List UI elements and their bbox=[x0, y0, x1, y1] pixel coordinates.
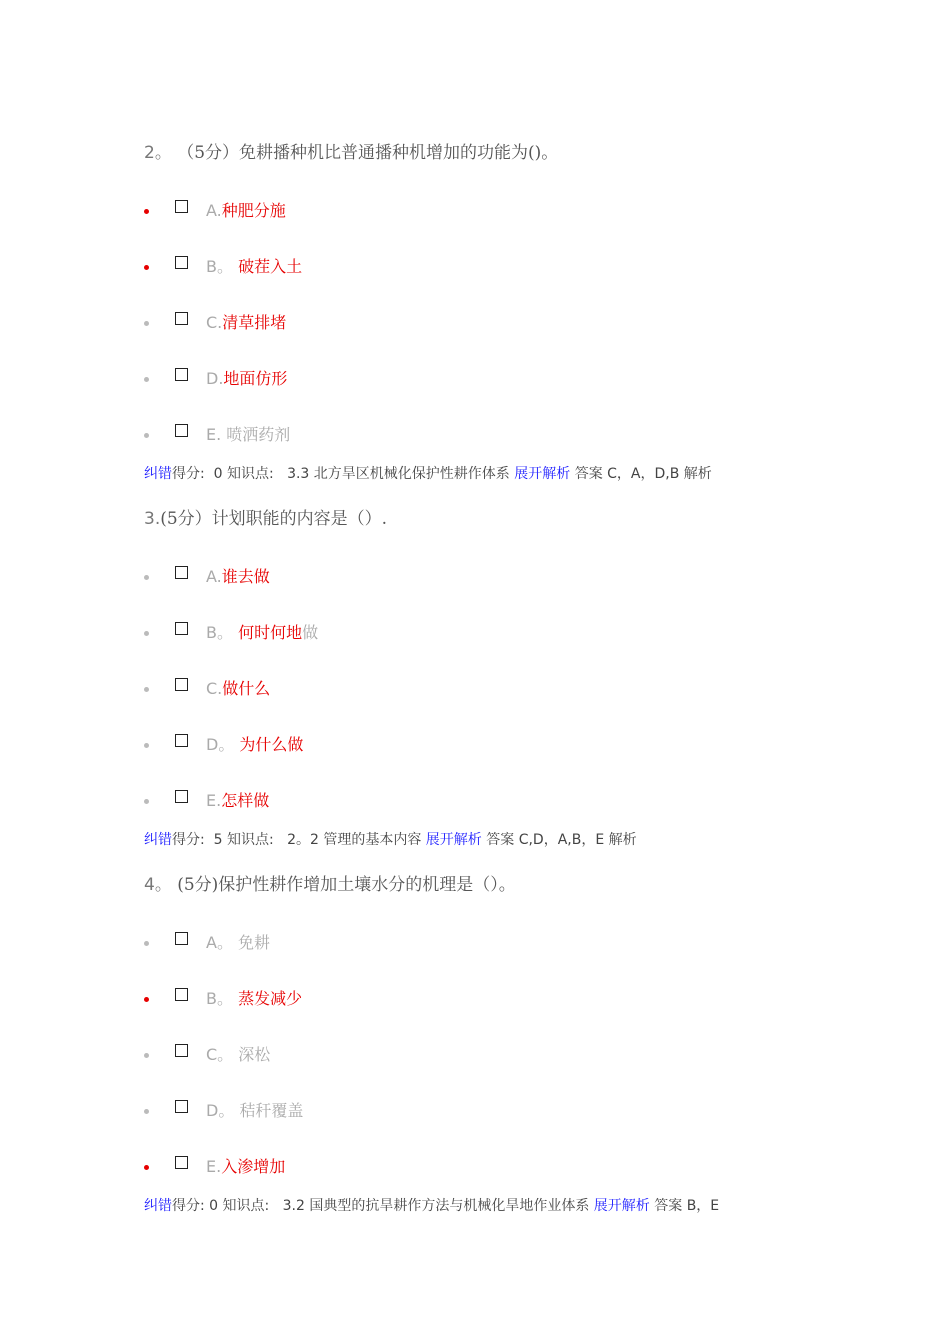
option-text: 谁去做 bbox=[221, 567, 270, 586]
option-d[interactable] bbox=[144, 732, 644, 762]
option-c[interactable] bbox=[144, 676, 644, 706]
expand-analysis-link[interactable]: 展开解析 bbox=[425, 832, 482, 848]
option-letter: C. bbox=[206, 679, 223, 698]
bullet-icon bbox=[144, 997, 149, 1002]
question-4-title bbox=[144, 870, 516, 895]
option-letter: D。 bbox=[206, 1101, 235, 1120]
option-letter: E. bbox=[206, 791, 222, 810]
option-b[interactable] bbox=[144, 254, 644, 284]
option-d[interactable] bbox=[144, 1098, 644, 1128]
bullet-icon bbox=[144, 687, 149, 692]
knowledge-point: 2。2 管理的基本内容 bbox=[287, 832, 422, 848]
option-text: 做什么 bbox=[222, 679, 271, 698]
option-a[interactable] bbox=[144, 564, 644, 594]
option-text: 种肥分施 bbox=[221, 201, 286, 220]
knowledge-label: 知识点: bbox=[222, 1198, 270, 1214]
checkbox[interactable] bbox=[175, 932, 188, 945]
option-e[interactable] bbox=[144, 422, 644, 452]
option-text: 怎样做 bbox=[221, 791, 270, 810]
answer-info-row bbox=[144, 829, 637, 849]
bullet-icon bbox=[144, 631, 149, 636]
bullet-icon bbox=[144, 575, 149, 580]
checkbox[interactable] bbox=[175, 622, 188, 635]
question-number: 3. bbox=[144, 509, 161, 529]
question-3-title bbox=[144, 504, 387, 529]
bullet-icon bbox=[144, 743, 149, 748]
score-label: 得分: bbox=[172, 832, 205, 848]
option-c[interactable] bbox=[144, 1042, 644, 1072]
option-text: 入渗增加 bbox=[221, 1157, 286, 1176]
knowledge-label: 知识点: bbox=[227, 832, 274, 848]
option-letter: A. bbox=[206, 201, 222, 220]
score-value: 0 bbox=[209, 1198, 219, 1214]
bullet-icon bbox=[144, 321, 149, 326]
correction-link[interactable]: 纠错 bbox=[144, 832, 172, 848]
checkbox[interactable] bbox=[175, 1044, 188, 1057]
option-text: 喷洒药剂 bbox=[226, 425, 291, 444]
correction-link[interactable]: 纠错 bbox=[144, 1198, 172, 1214]
option-text: 清草排堵 bbox=[222, 313, 287, 332]
checkbox[interactable] bbox=[175, 368, 188, 381]
option-letter: B。 bbox=[206, 623, 233, 642]
correction-link[interactable]: 纠错 bbox=[144, 466, 172, 482]
option-letter: A。 bbox=[206, 933, 233, 952]
question-text: (5分)保护性耕作增加土壤水分的机理是（）。 bbox=[171, 875, 516, 895]
expand-analysis-link[interactable]: 展开解析 bbox=[514, 466, 571, 482]
option-letter: D. bbox=[206, 369, 224, 388]
option-text: 破茬入土 bbox=[238, 257, 303, 276]
option-letter: E. bbox=[206, 425, 222, 444]
answer-text: 答案 C，A，D,B 解析 bbox=[574, 466, 712, 482]
score-label: 得分: bbox=[172, 466, 205, 482]
option-c[interactable] bbox=[144, 310, 644, 340]
bullet-icon bbox=[144, 377, 149, 382]
option-text: 秸秆覆盖 bbox=[239, 1101, 304, 1120]
option-text-suffix: 做 bbox=[302, 623, 319, 642]
score-value: 0 bbox=[213, 466, 223, 482]
option-letter: C。 bbox=[206, 1045, 234, 1064]
bullet-icon bbox=[144, 799, 149, 804]
expand-analysis-link[interactable]: 展开解析 bbox=[593, 1198, 650, 1214]
question-text: (5分）计划职能的内容是（）. bbox=[160, 509, 388, 529]
checkbox[interactable] bbox=[175, 790, 188, 803]
option-letter: D。 bbox=[206, 735, 235, 754]
question-number: 2。 bbox=[144, 143, 172, 163]
option-letter: B。 bbox=[206, 989, 233, 1008]
option-e[interactable] bbox=[144, 788, 644, 818]
bullet-icon bbox=[144, 941, 149, 946]
score-label: 得分: bbox=[172, 1198, 205, 1214]
option-letter: B。 bbox=[206, 257, 233, 276]
checkbox[interactable] bbox=[175, 312, 188, 325]
option-text: 蒸发减少 bbox=[238, 989, 303, 1008]
option-a[interactable] bbox=[144, 930, 644, 960]
bullet-icon bbox=[144, 433, 149, 438]
option-b[interactable] bbox=[144, 986, 644, 1016]
bullet-icon bbox=[144, 1053, 149, 1058]
checkbox[interactable] bbox=[175, 988, 188, 1001]
option-letter: E. bbox=[206, 1157, 222, 1176]
option-text: 何时何地 bbox=[238, 623, 303, 642]
checkbox[interactable] bbox=[175, 678, 188, 691]
checkbox[interactable] bbox=[175, 734, 188, 747]
checkbox[interactable] bbox=[175, 1156, 188, 1169]
option-text: 为什么做 bbox=[239, 735, 304, 754]
answer-text: 答案 B，E bbox=[654, 1198, 720, 1214]
checkbox[interactable] bbox=[175, 256, 188, 269]
option-b[interactable] bbox=[144, 620, 644, 650]
question-number: 4。 bbox=[144, 875, 172, 895]
checkbox[interactable] bbox=[175, 566, 188, 579]
knowledge-point: 3.2 国典型的抗旱耕作方法与机械化旱地作业体系 bbox=[282, 1198, 590, 1214]
answer-text: 答案 C,D，A,B，E 解析 bbox=[486, 832, 637, 848]
knowledge-point: 3.3 北方旱区机械化保护性耕作体系 bbox=[287, 466, 510, 482]
question-text: （5分）免耕播种机比普通播种机增加的功能为()。 bbox=[171, 143, 559, 163]
checkbox[interactable] bbox=[175, 1100, 188, 1113]
option-text: 地面仿形 bbox=[223, 369, 288, 388]
option-text: 深松 bbox=[238, 1045, 271, 1064]
option-letter: C. bbox=[206, 313, 223, 332]
checkbox[interactable] bbox=[175, 424, 188, 437]
option-text: 免耕 bbox=[238, 933, 271, 952]
option-d[interactable] bbox=[144, 366, 644, 396]
option-letter: A. bbox=[206, 567, 222, 586]
bullet-icon bbox=[144, 1109, 149, 1114]
knowledge-label: 知识点: bbox=[227, 466, 274, 482]
answer-info-row bbox=[144, 1195, 719, 1215]
bullet-icon bbox=[144, 1165, 149, 1170]
option-e[interactable] bbox=[144, 1154, 644, 1184]
score-value: 5 bbox=[213, 832, 223, 848]
option-a[interactable] bbox=[144, 198, 644, 228]
bullet-icon bbox=[144, 265, 149, 270]
question-2-title bbox=[144, 138, 558, 163]
bullet-icon bbox=[144, 209, 149, 214]
answer-info-row bbox=[144, 463, 712, 483]
checkbox[interactable] bbox=[175, 200, 188, 213]
